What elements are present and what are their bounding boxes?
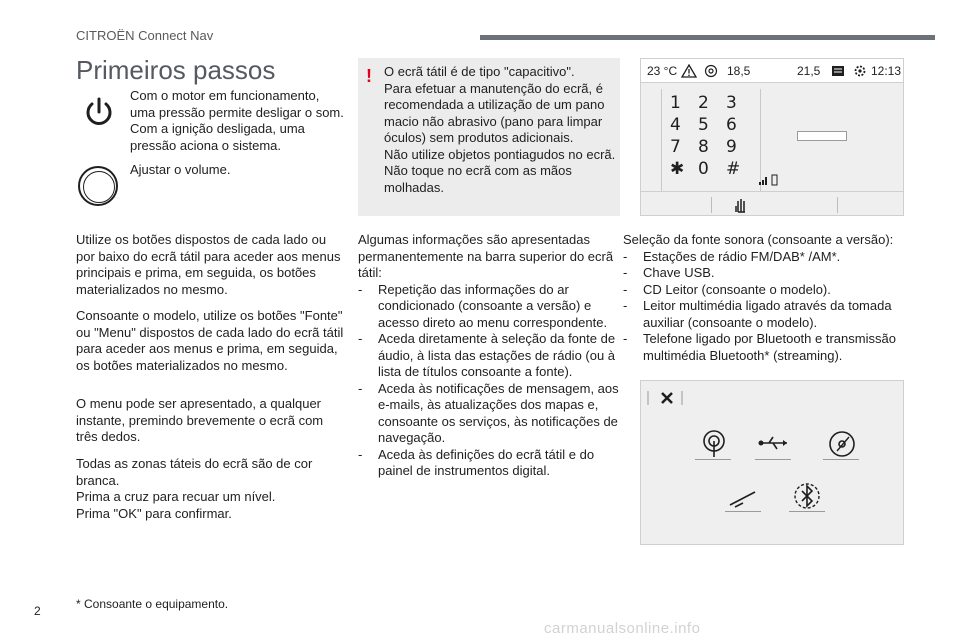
- radio-icon: [704, 64, 718, 78]
- key-8: 8: [698, 137, 709, 157]
- volume-description: Ajustar o volume.: [130, 162, 231, 177]
- hand-touch-icon: [733, 195, 749, 213]
- list-item: - Telefone ligado por Bluetooth e transmissão multimédia Bluetooth* (streaming).: [623, 331, 913, 364]
- list-item: - Aceda às notificações de mensagem, aos e-mails, às atualizações dos mapas e, consoante os serviços, às notificações de navegação.: [358, 381, 620, 447]
- power-description: Com o motor em funcionamento, uma pressão permite desligar o som. Com a ignição desligada, uma pressão aciona o sistema.: [130, 88, 344, 153]
- key-3: 3: [726, 93, 737, 113]
- list-item: - Repetição das informações do ar condicionado (consoante a versão) e acesso direto ao menu correspondente.: [358, 282, 620, 332]
- cd-icon[interactable]: [827, 429, 857, 459]
- key-2: 2: [698, 93, 709, 113]
- power-icon: [82, 96, 116, 130]
- header-divider: [480, 35, 935, 40]
- warning-triangle-icon: [681, 64, 697, 78]
- key-5: 5: [698, 115, 709, 135]
- key-4: 4: [670, 115, 681, 135]
- paragraph-three-fingers: O menu pode ser apresentado, a qualquer instante, premindo brevemente o ecrã com três dedos.: [76, 396, 324, 444]
- list-item: - Aceda às definições do ecrã tátil e do painel de instrumentos digital.: [358, 447, 620, 480]
- touchscreen-illustration-phone: [640, 58, 904, 216]
- touchscreen-illustration-sources: [640, 380, 904, 545]
- footnote: * Consoante o equipamento.: [76, 597, 229, 611]
- list-item: - CD Leitor (consoante o modelo).: [623, 282, 913, 299]
- list-item: - Chave USB.: [623, 265, 913, 282]
- signal-battery-icon: [759, 174, 781, 186]
- top-bar-info: Algumas informações são apresentadas permanentemente na barra superior do ecrã tátil: - Repetição das informações do ar condicionado (consoante a versão) e acesso direto ao menu correspondente. - Aceda diretamente à seleção da fonte de áudio, à lista das estações de rádio (ou à lista de títulos consoante a fonte). - Aceda às notificações de mensagem, aos e-mails, às atualizações dos mapas e, consoante os serviços, às notificações de navegação. - Aceda às definições do ecrã tátil e do painel de instrumentos digital.: [358, 232, 620, 480]
- key-9: 9: [726, 137, 737, 157]
- divider: [837, 197, 838, 213]
- key-hash: #: [726, 159, 741, 179]
- number-display-field: [797, 131, 847, 141]
- paragraph-buttons: Utilize os botões dispostos de cada lado ou por baixo do ecrã tátil para aceder aos menus principais e prima, em seguida, os botões materializados no mesmo.: [76, 232, 341, 297]
- warning-exclamation-icon: !: [366, 66, 372, 86]
- close-icon[interactable]: [647, 389, 687, 407]
- divider: [711, 197, 712, 213]
- volume-knob-icon: [78, 166, 118, 206]
- messages-icon: [831, 64, 845, 78]
- list-item: - Estações de rádio FM/DAB* /AM*.: [623, 249, 913, 266]
- key-star: ✱: [670, 159, 685, 179]
- warning-text: O ecrã tátil é de tipo "capacitivo". Para efetuar a manutenção do ecrã, é recomendada a utilização de um pano macio não abrasivo (pano para limpar óculos) sem produtos adicionais. Não utilize objetos pontiagudos no ecrã. Não toque no ecrã com as mãos molhadas.: [384, 64, 616, 195]
- bottom-bar: [641, 191, 903, 192]
- frequency-readout: 18,5: [727, 64, 751, 78]
- audio-source-info: Seleção da fonte sonora (consoante a versão): - Estações de rádio FM/DAB* /AM*. - Chave USB. - CD Leitor (consoante o modelo). - Leitor multimédia ligado através da tomada auxiliar (consoante o modelo). - Telefone ligado por Bluetooth e transmissão multimédia Bluetooth* (streaming).: [623, 232, 913, 364]
- status-bar: [641, 59, 903, 83]
- temperature-left: 23 °C: [647, 64, 678, 78]
- key-1: 1: [670, 93, 681, 113]
- paragraph-touch-zones: Todas as zonas táteis do ecrã são de cor branca. Prima a cruz para recuar um nível. Prima "OK" para confirmar.: [76, 456, 313, 521]
- key-6: 6: [726, 115, 737, 135]
- aux-jack-icon[interactable]: [727, 487, 759, 509]
- top-bar-list: [358, 282, 620, 480]
- audio-source-list: [623, 249, 913, 365]
- usb-icon[interactable]: [757, 433, 791, 453]
- section-header: CITROËN Connect Nav: [76, 28, 214, 43]
- page-number: 2: [34, 604, 41, 618]
- key-7: 7: [670, 137, 681, 157]
- paragraph-source-menu: Consoante o modelo, utilize os botões "Fonte" ou "Menu" dispostos de cada lado do ecrã tátil para aceder aos menus e prima, em seguida, os botões materializados no mesmo.: [76, 308, 344, 373]
- temperature-right: 21,5: [797, 64, 821, 78]
- radio-source-icon[interactable]: [699, 429, 729, 459]
- watermark: carmanualsonline.info: [544, 620, 701, 637]
- list-item: - Aceda diretamente à seleção da fonte de áudio, à lista das estações de rádio (ou à lista de títulos consoante a fonte).: [358, 331, 620, 381]
- list-item: - Leitor multimédia ligado através da tomada auxiliar (consoante o modelo).: [623, 298, 913, 331]
- page-title: Primeiros passos: [76, 55, 276, 85]
- phone-keypad: [661, 89, 761, 191]
- settings-icon: [853, 64, 867, 78]
- key-0: 0: [698, 159, 709, 179]
- bluetooth-streaming-icon[interactable]: [793, 481, 821, 511]
- clock: 12:13: [871, 64, 902, 78]
